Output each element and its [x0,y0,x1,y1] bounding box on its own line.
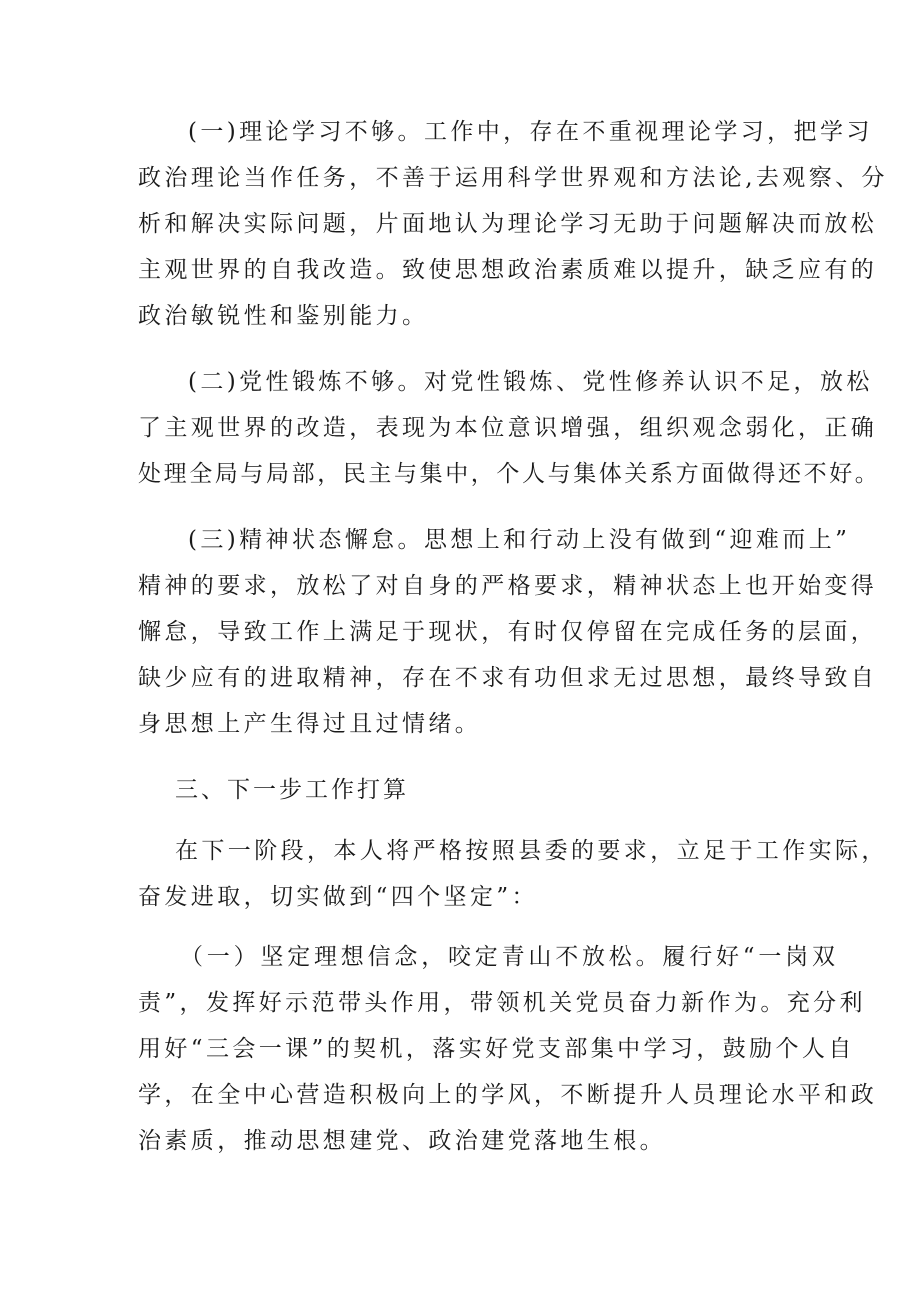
paragraph-3-line-3: 懈怠，导致工作上满足于现状，有时仅停留在完成任务的层面， [138,619,878,645]
paragraph-1-line-1: (一)理论学习不够。工作中，存在不重视理论学习，把学习 [188,119,873,145]
paragraph-1-line-5: 政治敏锐性和鉴别能力。 [138,303,429,329]
paragraph-2-line-1: (二)党性锻炼不够。对党性锻炼、党性修养认识不足，放松 [188,369,873,395]
paragraph-1-line-4: 主观世界的自我改造。致使思想政治素质难以提升，缺乏应有的 [138,257,878,283]
paragraph-5-line-3: 用好“三会一课”的契机，落实好党支部集中学习，鼓励个人自 [138,1036,855,1062]
paragraph-1-line-2: 政治理论当作任务，不善于运用科学世界观和方法论,去观察、分 [138,165,888,191]
paragraph-4-line-2: 奋发进取，切实做到“四个坚定”： [138,884,538,910]
paragraph-5-line-5: 治素质，推动思想建党、政治建党落地生根。 [138,1128,666,1154]
paragraph-5-line-1: （一）坚定理想信念，咬定青山不放松。履行好“一岗双 [180,944,839,970]
paragraph-3-line-2: 精神的要求，放松了对自身的严格要求，精神状态上也开始变得 [138,573,878,599]
paragraph-4-line-1: 在下一阶段，本人将严格按照县委的要求，立足于工作实际， [175,838,888,864]
paragraph-3-line-1: (三)精神状态懈怠。思想上和行动上没有做到“迎难而上” [188,527,851,553]
paragraph-2-line-3: 处理全局与局部，民主与集中，个人与集体关系方面做得还不好。 [138,461,881,487]
paragraph-3-line-4: 缺少应有的进取精神，存在不求有功但求无过思想，最终导致自 [138,665,878,691]
section-heading: 三、下一步工作打算 [175,777,409,803]
paragraph-1-line-3: 析和解决实际问题，片面地认为理论学习无助于问题解决而放松 [138,211,878,237]
paragraph-5-line-4: 学，在全中心营造积极向上的学风，不断提升人员理论水平和政 [138,1082,878,1108]
paragraph-2-line-2: 了主观世界的改造，表现为本位意识增强，组织观念弱化，正确 [138,415,878,441]
paragraph-5-line-2: 责”，发挥好示范带头作用，带领机关党员奋力新作为。充分利 [138,990,866,1016]
paragraph-3-line-5: 身思想上产生得过且过情绪。 [138,711,482,737]
